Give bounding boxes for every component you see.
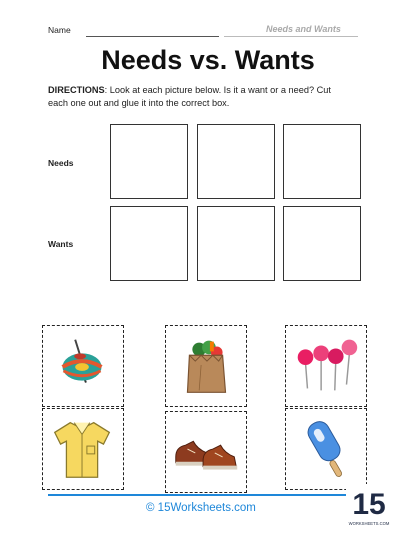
shoes-icon — [166, 412, 246, 492]
needs-box-1[interactable] — [110, 124, 188, 199]
15worksheets-logo — [346, 484, 392, 530]
card-spinning-top[interactable] — [42, 325, 124, 407]
name-label: Name — [48, 25, 71, 35]
wants-box-3[interactable] — [283, 206, 361, 281]
footer-rule — [48, 494, 360, 496]
wants-label: Wants — [48, 239, 74, 249]
needs-label: Needs — [48, 158, 74, 168]
card-shirt[interactable] — [42, 408, 124, 490]
wants-box-1[interactable] — [110, 206, 188, 281]
card-shoes[interactable] — [165, 411, 247, 493]
wants-box-2[interactable] — [197, 206, 275, 281]
name-line[interactable] — [86, 36, 219, 37]
lollipops-icon — [286, 326, 366, 406]
card-grocery-bag[interactable] — [165, 325, 247, 407]
spinning-top-icon — [43, 326, 123, 406]
worksheet-header-title: Needs and Wants — [266, 24, 341, 34]
needs-box-3[interactable] — [283, 124, 361, 199]
shirt-icon — [43, 409, 123, 489]
directions-label: DIRECTIONS — [48, 85, 105, 95]
page-title: Needs vs. Wants — [101, 45, 315, 75]
header-rule — [224, 36, 358, 37]
card-lollipops[interactable] — [285, 325, 367, 407]
popsicle-icon — [286, 409, 366, 489]
logo-number: 15 — [352, 488, 386, 521]
logo-caption: WORKSHEETS.COM — [348, 521, 390, 526]
card-popsicle[interactable] — [285, 408, 367, 490]
footer-copyright-link[interactable]: © 15Worksheets.com — [146, 502, 256, 514]
directions-text: : Look at each picture below. Is it a want or a need? Cut each one out and glue it into the correct box. — [48, 85, 331, 108]
grocery-bag-icon — [166, 326, 246, 406]
name-row — [48, 24, 368, 38]
needs-box-2[interactable] — [197, 124, 275, 199]
directions — [48, 84, 348, 110]
